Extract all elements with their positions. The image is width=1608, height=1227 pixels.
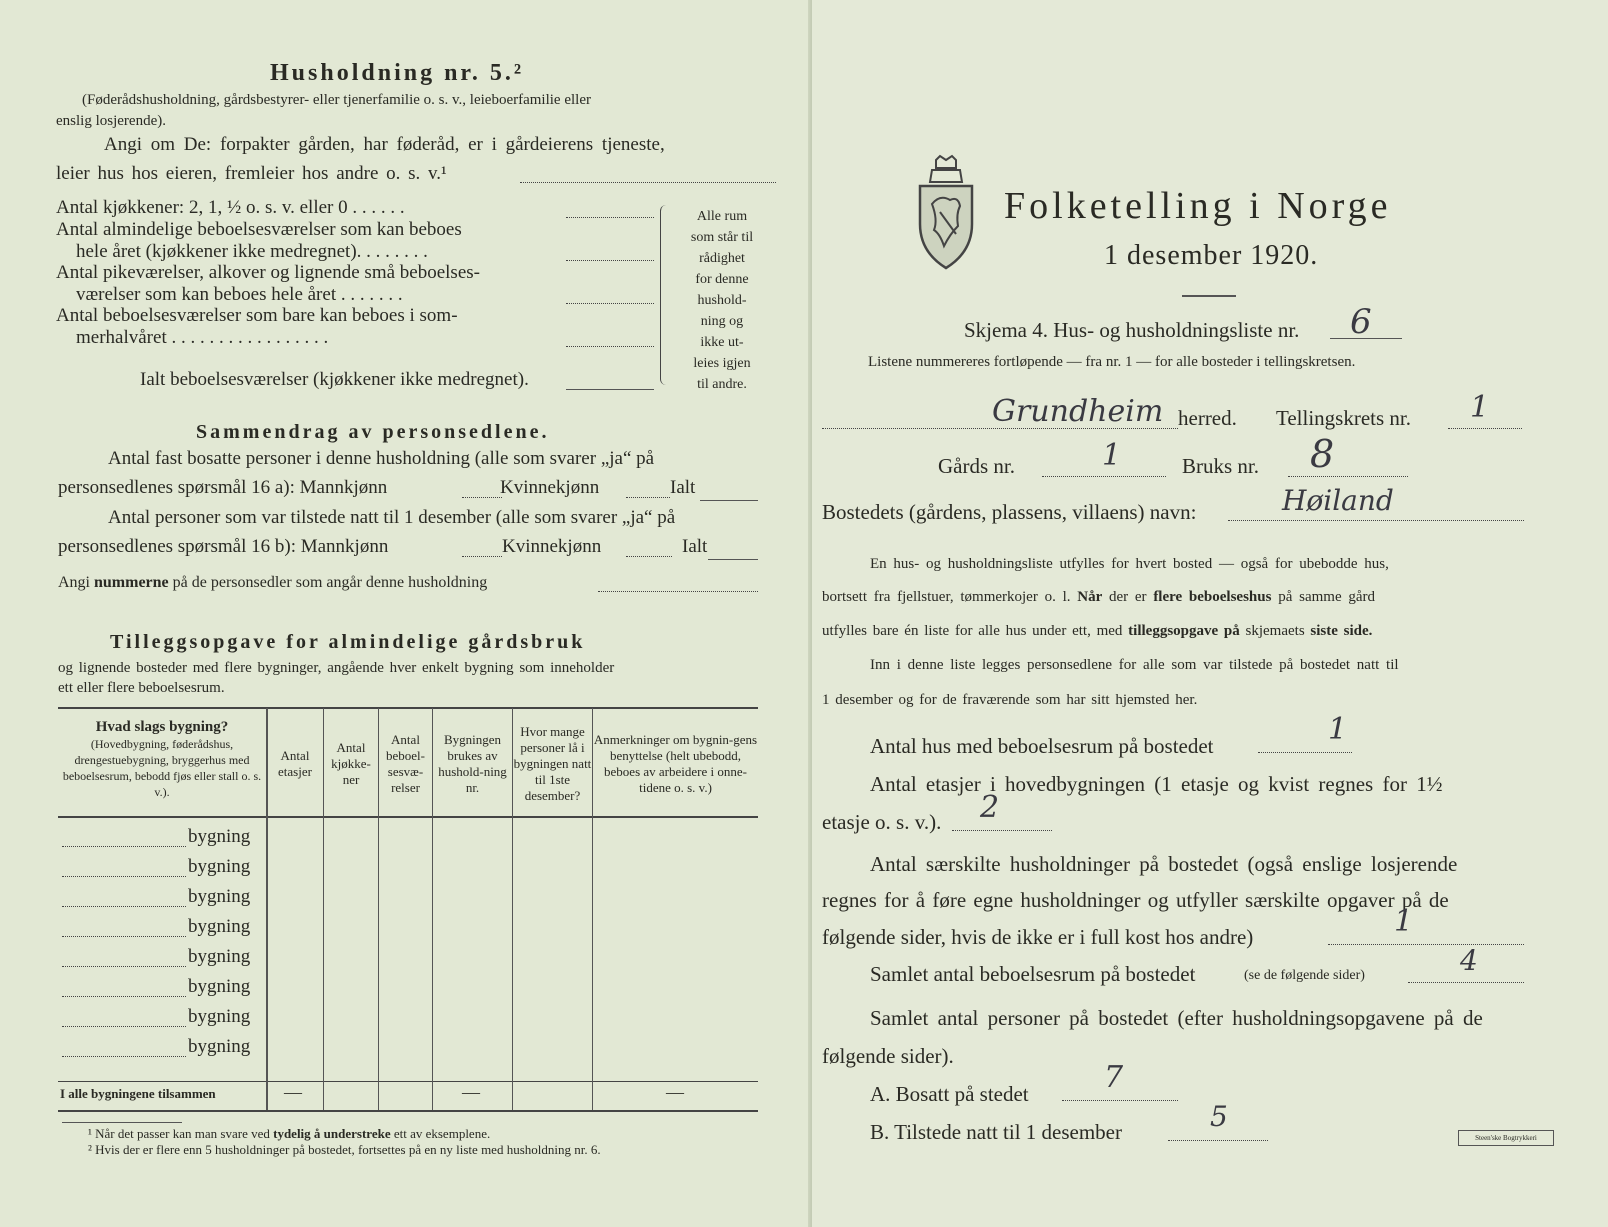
para1-line-3 xyxy=(822,623,1372,640)
bruks-value[interactable]: 8 xyxy=(1310,432,1335,476)
header-used-by: Bygningen brukes av hushold-ning nr. xyxy=(438,732,507,795)
saerskilte-line-1: Antal særskilte husholdninger på bostedet (også enslige losjerende xyxy=(870,852,1458,876)
header-building-type-desc: (Hovedbygning, føderådshus, drengestuebygning, bryggerhus med beboelsesrum, bebodd fjøs eller stall o. s. v.). xyxy=(62,737,262,799)
rooms-line-2: Antal almindelige beboelsesværelser som kan beboes xyxy=(56,219,462,240)
bosatt-label: A. Bosatt på stedet xyxy=(870,1082,1029,1106)
table-row-entry[interactable] xyxy=(62,996,186,997)
angi-nummerne xyxy=(58,574,487,592)
brace-note-line: hushold- xyxy=(697,293,747,308)
rooms-line-1: Antal kjøkkener: 2, 1, ½ o. s. v. eller 0 . . . . . . xyxy=(56,197,405,218)
total-floors-dash: — xyxy=(284,1082,302,1102)
footnote-1-bold: tydelig å understreke xyxy=(273,1126,391,1141)
table-total-rule xyxy=(58,1081,758,1082)
table-row-label: bygning xyxy=(188,826,251,847)
angi-nummerne-pre: Angi xyxy=(58,574,94,591)
kvinnekjonn-b-label: Kvinnekjønn xyxy=(502,536,602,557)
header-persons: Hvor mange personer lå i bygningen natt til 1ste desember? xyxy=(513,724,592,803)
saerskilte-line-3: følgende sider, hvis de ikke er i full kost hos andre) xyxy=(822,925,1254,949)
summary-line-2: personsedlenes spørsmål 16 a): Mannkjønn xyxy=(58,477,388,498)
bostedets-value[interactable]: Høiland xyxy=(1282,484,1394,517)
brace-note-line: for denne xyxy=(695,272,749,287)
para2-line-2: 1 desember og for de fraværende som har sitt hjemsted her. xyxy=(822,692,1198,708)
table-row-label: bygning xyxy=(188,886,251,907)
table-bottom-rule xyxy=(58,1110,758,1112)
antal-hus-label: Antal hus med beboelsesrum på bostedet xyxy=(870,734,1214,758)
brace-note-line: Alle rum xyxy=(696,209,748,224)
skjema-line xyxy=(1330,338,1402,339)
angi-nummerne-bold: nummerne xyxy=(94,574,169,591)
ialt-rooms: Ialt beboelsesværelser (kjøkkener ikke medregnet). xyxy=(140,369,529,390)
summary-line-3: Antal personer som var tilstede natt til 1 desember (alle som svarer „ja“ på xyxy=(108,507,676,528)
small-rooms-answer-line[interactable] xyxy=(566,303,654,304)
rooms-line-5: værelser som kan beboes hele året . . . . . . . xyxy=(76,284,403,305)
samlet-pers-line-1: Samlet antal personer på bostedet (efter husholdningsopgavene på de xyxy=(870,1006,1483,1030)
kvinnekjonn-b-line[interactable] xyxy=(626,556,672,557)
title-rule xyxy=(1182,295,1236,297)
etasjer-line xyxy=(952,830,1052,831)
household-title: Husholdning nr. 5.² xyxy=(270,60,525,86)
nummerne-answer-line[interactable] xyxy=(598,591,758,592)
bruks-label: Bruks nr. xyxy=(1182,454,1260,478)
para1-line-3-mid: skjemaets xyxy=(1239,623,1311,639)
brace-note-line: som står til xyxy=(690,230,754,245)
para2-line-1: Inn i denne liste legges personsedlene for alle som var tilstede på bostedet natt til xyxy=(870,657,1399,673)
skjema-label: Skjema 4. Hus- og husholdningsliste nr. xyxy=(964,318,1300,342)
table-row-entry[interactable] xyxy=(62,1026,186,1027)
angi-nummerne-post: på de personsedler som angår denne husholdning xyxy=(168,574,488,591)
table-row-label: bygning xyxy=(188,1036,251,1057)
supplement-title: Tilleggsopgave for almindelige gårdsbruk xyxy=(110,631,586,653)
rooms-line-4: Antal pikeværelser, alkover og lignende små beboelses- xyxy=(56,262,480,283)
table-row-label: bygning xyxy=(188,856,251,877)
table-row-label: bygning xyxy=(188,1006,251,1027)
rooms-line-3: hele året (kjøkkener ikke medregnet). . . . . . . . xyxy=(76,241,428,262)
bruks-line xyxy=(1288,476,1408,477)
total-remarks-dash: — xyxy=(666,1082,684,1102)
antal-hus-value[interactable]: 1 xyxy=(1328,712,1348,747)
samlet-rum-line xyxy=(1408,982,1524,983)
table-row-entry[interactable] xyxy=(62,966,186,967)
para1-line-2-bold: flere beboelseshus xyxy=(1153,589,1272,605)
kitchens-answer-line[interactable] xyxy=(566,217,654,218)
etasjer-line-1: Antal etasjer i hovedbygningen (1 etasje og kvist regnes for 1½ xyxy=(870,772,1443,796)
samlet-rum-value[interactable]: 4 xyxy=(1460,944,1478,977)
summary-line-4: personsedlenes spørsmål 16 b): Mannkjønn xyxy=(58,536,389,557)
household-note-line-2: enslig losjerende). xyxy=(56,113,166,129)
tilstede-line xyxy=(1168,1140,1268,1141)
mannkjonn-a-line[interactable] xyxy=(462,497,502,498)
rooms-line-7: merhalvåret . . . . . . . . . . . . . . . . . xyxy=(76,327,329,348)
printer-stamp: Steen'ske Bogtrykkeri xyxy=(1458,1130,1554,1146)
para1-line-3-pre: utfylles bare én liste for alle hus under ett, med xyxy=(822,623,1129,639)
herred-line xyxy=(822,428,1178,429)
etasjer-line-2: etasje o. s. v.). xyxy=(822,810,942,834)
coat-of-arms-icon xyxy=(910,154,982,274)
mannkjonn-b-line[interactable] xyxy=(462,556,502,557)
table-row-entry[interactable] xyxy=(62,876,186,877)
brace-note-line: ning og xyxy=(700,314,744,329)
rooms-line-6: Antal beboelsesværelser som bare kan beboes i som- xyxy=(56,305,458,326)
samlet-rum-small: (se de følgende sider) xyxy=(1244,968,1365,983)
gards-label: Gårds nr. xyxy=(938,454,1015,478)
table-row-label: bygning xyxy=(188,946,251,967)
brace-note-line: til andre. xyxy=(697,377,747,392)
table-total-label: I alle bygningene tilsammen xyxy=(60,1086,216,1101)
table-row-entry[interactable] xyxy=(62,1056,186,1057)
header-floors: Antal etasjer xyxy=(278,748,312,779)
header-building-type xyxy=(60,718,264,800)
gards-line xyxy=(1042,476,1166,477)
gards-value[interactable]: 1 xyxy=(1102,438,1122,473)
listene-note: Listene nummereres fortløpende — fra nr. 1 — for alle bosteder i tellingskretsen. xyxy=(868,354,1356,370)
herred-label: herred. xyxy=(1178,406,1237,430)
right-page xyxy=(812,0,1608,1227)
footnote-1-pre: ¹ Når det passer kan man svare ved xyxy=(88,1126,274,1141)
para1-line-2 xyxy=(822,589,1375,606)
para1-line-2-mid: der er xyxy=(1102,589,1154,605)
summary-title: Sammendrag av personsedlene. xyxy=(196,421,550,443)
supplement-line-2: ett eller flere beboelsesrum. xyxy=(58,680,225,696)
ialt-b-label: Ialt xyxy=(682,536,708,557)
saerskilte-line xyxy=(1328,944,1524,945)
household-note-line-1: (Føderådshusholdning, gårdsbestyrer- eller tjenerfamilie o. s. v., leieboerfamilie eller xyxy=(82,92,591,108)
tilstede-value[interactable]: 5 xyxy=(1210,1100,1228,1133)
brace-note-line: leies igjen xyxy=(693,356,751,371)
brace-note-line: rådighet xyxy=(699,251,745,266)
ialt-rooms-answer-line[interactable] xyxy=(566,389,654,390)
brace-note-line: ikke ut- xyxy=(700,335,744,350)
saerskilte-value[interactable]: 1 xyxy=(1394,904,1414,939)
form-title: Folketelling i Norge xyxy=(1004,185,1392,227)
bosatt-value[interactable]: 7 xyxy=(1104,1060,1124,1095)
ialt-b-line[interactable] xyxy=(708,559,758,560)
summary-line-1: Antal fast bosatte personer i denne husholdning (alle som svarer „ja“ på xyxy=(108,448,655,469)
angi-line-1: Angi om De: forpakter gården, har føderåd, er i gårdeierens tjeneste, xyxy=(104,134,665,155)
tellingskrets-line xyxy=(1448,428,1522,429)
table-top-rule xyxy=(58,707,758,709)
table-row-entry[interactable] xyxy=(62,906,186,907)
table-row-label: bygning xyxy=(188,976,251,997)
para1-line-2-post: på samme gård xyxy=(1271,589,1376,605)
table-row-entry[interactable] xyxy=(62,936,186,937)
header-remarks: Anmerkninger om bygnin-gens benyttelse (helt ubebodd, beboes av arbeidere i onne-tidene o. s. v.) xyxy=(593,732,758,795)
summer-rooms-answer-line[interactable] xyxy=(566,346,654,347)
brace xyxy=(660,205,669,385)
angi-line-2: leier hus hos eieren, fremleier hos andre o. s. v.¹ xyxy=(56,163,447,184)
samlet-pers-line-2: følgende sider). xyxy=(822,1044,954,1068)
samlet-rum-label: Samlet antal beboelsesrum på bostedet xyxy=(870,962,1196,986)
total-used-by-dash: — xyxy=(462,1082,480,1102)
footnote-2: ² Hvis der er flere enn 5 husholdninger på bostedet, fortsettes på en ny liste med husholdning nr. 6. xyxy=(88,1142,601,1157)
footnote-1-post: ett av eksemplene. xyxy=(390,1126,491,1141)
ialt-a-label: Ialt xyxy=(670,477,696,498)
saerskilte-line-2: regnes for å føre egne husholdninger og utfyller særskilte opgaver på de xyxy=(822,888,1449,912)
footnote-1 xyxy=(88,1126,490,1142)
header-building-type-title: Hvad slags bygning? xyxy=(95,719,229,735)
herred-value[interactable]: Grundheim xyxy=(992,394,1164,429)
para1-line-2-bold: Når xyxy=(1077,589,1103,605)
para1-line-1: En hus- og husholdningsliste utfylles for hvert bosted — også for ubebodde hus, xyxy=(870,556,1389,572)
brace-note xyxy=(674,206,770,395)
skjema-value[interactable]: 6 xyxy=(1350,302,1372,342)
bostedets-line xyxy=(1228,520,1524,521)
tilstede-label: B. Tilstede natt til 1 desember xyxy=(870,1120,1122,1144)
table-row-label: bygning xyxy=(188,916,251,937)
para1-line-2-pre: bortsett fra fjellstuer, tømmerkojer o. l. xyxy=(822,589,1078,605)
para1-line-3-bold: siste side. xyxy=(1310,623,1373,639)
header-kitchens: Antal kjøkke-ner xyxy=(331,740,371,787)
ordinary-rooms-answer-line[interactable] xyxy=(566,260,654,261)
tellingskrets-label: Tellingskrets nr. xyxy=(1276,406,1412,430)
bostedets-label: Bostedets (gårdens, plassens, villaens) navn: xyxy=(822,500,1197,524)
supplement-line-1: og lignende bosteder med flere bygninger, angående hver enkelt bygning som inneholder xyxy=(58,660,615,676)
para1-line-3-bold: tilleggsopgave på xyxy=(1128,623,1240,639)
ialt-a-line[interactable] xyxy=(700,500,758,501)
tellingskrets-value[interactable]: 1 xyxy=(1470,390,1490,425)
table-header-rule xyxy=(58,816,758,818)
bosatt-line xyxy=(1062,1100,1178,1101)
kvinnekjonn-a-label: Kvinnekjønn xyxy=(500,477,600,498)
table-row-entry[interactable] xyxy=(62,846,186,847)
angi-answer-line[interactable] xyxy=(520,182,776,183)
antal-hus-line xyxy=(1258,752,1352,753)
kvinnekjonn-a-line[interactable] xyxy=(626,497,670,498)
etasjer-value[interactable]: 2 xyxy=(980,790,1000,825)
form-date: 1 desember 1920. xyxy=(1104,240,1319,271)
footnote-rule xyxy=(62,1122,182,1123)
header-rooms: Antal beboel-sesvæ-relser xyxy=(386,732,425,795)
